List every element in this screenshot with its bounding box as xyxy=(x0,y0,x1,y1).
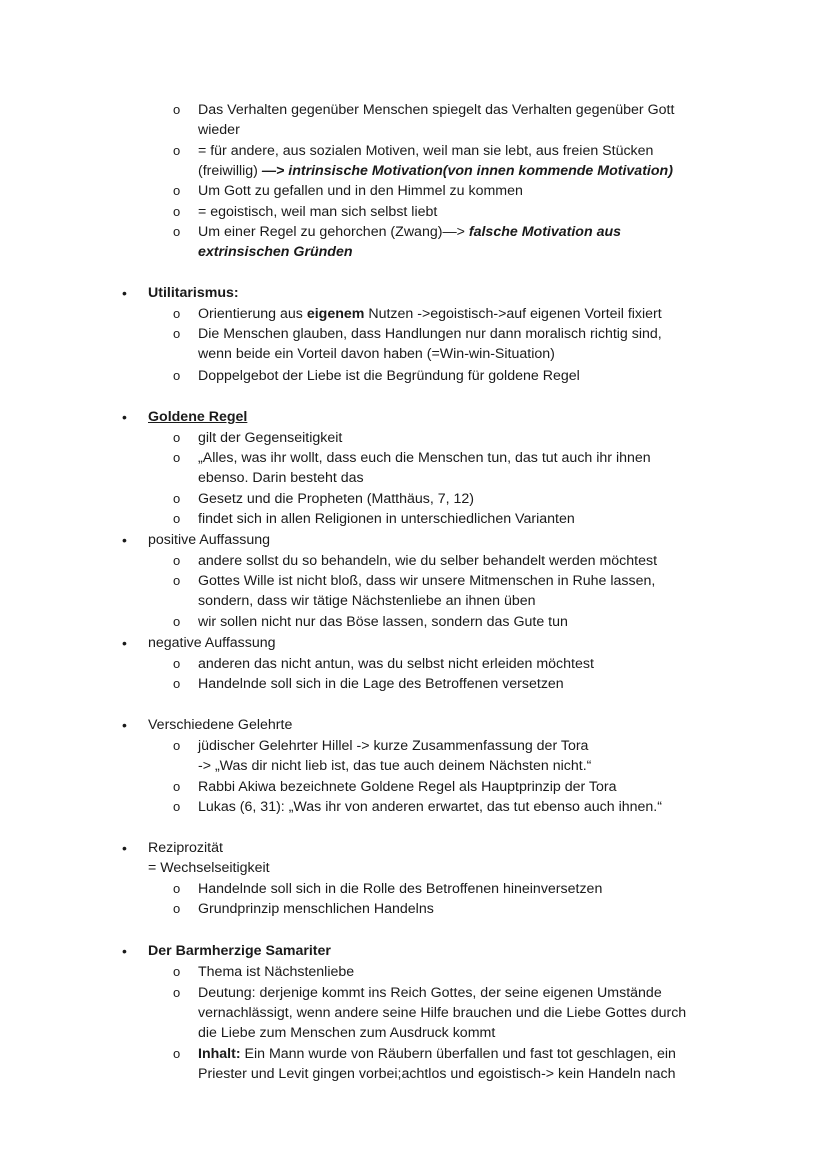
sub-bullet-marker: o xyxy=(173,573,181,588)
sub-bullet-marker: o xyxy=(173,656,181,671)
text-line: Priester und Levit gingen vorbei;achtlos und egoistisch-> kein Handeln nach xyxy=(198,1066,676,1082)
text-line: andere sollst du so behandeln, wie du selber behandelt werden möchtest xyxy=(198,553,658,569)
bold-text: Inhalt: xyxy=(198,1046,241,1062)
text-line: Thema ist Nächstenliebe xyxy=(198,964,355,980)
section-heading: Verschiedene Gelehrte xyxy=(148,717,293,733)
text-line: Handelnde soll sich in die Rolle des Betroffenen hineinversetzen xyxy=(198,881,603,897)
bullet-marker: • xyxy=(122,635,127,651)
section-heading: positive Auffassung xyxy=(148,532,270,548)
bullet-marker: • xyxy=(122,943,127,959)
text-line: ebenso. Darin besteht das xyxy=(198,470,364,486)
text-span: Um einer Regel zu gehorchen (Zwang)—> xyxy=(198,224,469,240)
text-line: jüdischer Gelehrter Hillel -> kurze Zusammenfassung der Tora xyxy=(198,738,589,754)
text-line: Lukas (6, 31): „Was ihr von anderen erwartet, das tut ebenso auch ihnen.“ xyxy=(198,799,662,815)
emphasis-text: —> intrinsische Motivation(von innen kommende Motivation) xyxy=(261,163,673,179)
bullet-marker: • xyxy=(122,532,127,548)
text-line: Handelnde soll sich in die Lage des Betroffenen versetzen xyxy=(198,676,564,692)
bullet-marker: • xyxy=(122,717,127,733)
sub-bullet-marker: o xyxy=(173,450,181,465)
sub-bullet-marker: o xyxy=(173,881,181,896)
text-line: Doppelgebot der Liebe ist die Begründung für goldene Regel xyxy=(198,368,580,384)
text-line: -> „Was dir nicht lieb ist, das tue auch deinem Nächsten nicht.“ xyxy=(198,758,592,774)
text-line: Gottes Wille ist nicht bloß, dass wir unsere Mitmenschen in Ruhe lassen, xyxy=(198,573,656,589)
text-line: „Alles, was ihr wollt, dass euch die Menschen tun, das tut auch ihr ihnen xyxy=(198,450,651,466)
sub-bullet-marker: o xyxy=(173,614,181,629)
section-heading: Utilitarismus: xyxy=(148,285,239,301)
text-line: Rabbi Akiwa bezeichnete Goldene Regel als Hauptprinzip der Tora xyxy=(198,779,617,795)
text-line: vernachlässigt, wenn andere seine Hilfe brauchen und die Liebe Gottes durch xyxy=(198,1005,687,1021)
text-span: Orientierung aus xyxy=(198,306,307,322)
text-line xyxy=(198,222,621,242)
bullet-marker: • xyxy=(122,409,127,425)
text-line: Deutung: derjenige kommt ins Reich Gottes, der seine eigenen Umstände xyxy=(198,985,662,1001)
text-line: Die Menschen glauben, dass Handlungen nur dann moralisch richtig sind, xyxy=(198,326,662,342)
text-line: anderen das nicht antun, was du selbst nicht erleiden möchtest xyxy=(198,656,594,672)
sub-bullet-marker: o xyxy=(173,553,181,568)
bullet-marker: • xyxy=(122,285,127,301)
sub-bullet-marker: o xyxy=(173,738,181,753)
sub-bullet-marker: o xyxy=(173,204,181,219)
text-span: Ein Mann wurde von Räubern überfallen und fast tot geschlagen, ein xyxy=(240,1046,676,1062)
text-line: die Liebe zum Menschen zum Ausdruck kommt xyxy=(198,1025,496,1041)
text-line: Gesetz und die Propheten (Matthäus, 7, 12) xyxy=(198,491,475,507)
sub-bullet-marker: o xyxy=(173,102,181,117)
sub-bullet-marker: o xyxy=(173,901,181,916)
sub-bullet-marker: o xyxy=(173,368,181,383)
emphasis-text: extrinsischen Gründen xyxy=(198,244,353,260)
text-line: = für andere, aus sozialen Motiven, weil man sie lebt, aus freien Stücken xyxy=(198,143,654,159)
text-line xyxy=(198,1044,676,1064)
text-line: sondern, dass wir tätige Nächstenliebe an ihnen üben xyxy=(198,593,536,609)
sub-bullet-marker: o xyxy=(173,985,181,1000)
sub-bullet-marker: o xyxy=(173,143,181,158)
section-heading: Der Barmherzige Samariter xyxy=(148,943,331,959)
text-line xyxy=(198,304,662,324)
sub-bullet-marker: o xyxy=(173,779,181,794)
sub-bullet-marker: o xyxy=(173,491,181,506)
text-line: findet sich in allen Religionen in unterschiedlichen Varianten xyxy=(198,511,575,527)
sub-bullet-marker: o xyxy=(173,676,181,691)
sub-bullet-marker: o xyxy=(173,430,181,445)
text-line: wieder xyxy=(198,122,240,138)
bold-text: eigenem xyxy=(306,306,365,322)
text-line: Das Verhalten gegenüber Menschen spiegelt das Verhalten gegenüber Gott xyxy=(198,102,675,118)
section-heading: Reziprozität xyxy=(148,840,223,856)
sub-bullet-marker: o xyxy=(173,511,181,526)
text-line: Grundprinzip menschlichen Handelns xyxy=(198,901,434,917)
text-span: Nutzen ->egoistisch->auf eigenen Vorteil fixiert xyxy=(364,306,662,322)
text-line: gilt der Gegenseitigkeit xyxy=(198,430,343,446)
section-heading: Goldene Regel xyxy=(148,409,248,425)
text-line: wir sollen nicht nur das Böse lassen, sondern das Gute tun xyxy=(198,614,568,630)
text-line: = Wechselseitigkeit xyxy=(148,860,270,876)
bullet-marker: • xyxy=(122,840,127,856)
text-line: Um Gott zu gefallen und in den Himmel zu kommen xyxy=(198,183,523,199)
sub-bullet-marker: o xyxy=(173,326,181,341)
section-heading: negative Auffassung xyxy=(148,635,276,651)
sub-bullet-marker: o xyxy=(173,1046,181,1061)
text-line: wenn beide ein Vorteil davon haben (=Win-win-Situation) xyxy=(198,346,555,362)
emphasis-text: falsche Motivation aus xyxy=(468,224,622,240)
text-span: (freiwillig) xyxy=(198,163,262,179)
sub-bullet-marker: o xyxy=(173,224,181,239)
sub-bullet-marker: o xyxy=(173,964,181,979)
text-line: = egoistisch, weil man sich selbst liebt xyxy=(198,204,438,220)
sub-bullet-marker: o xyxy=(173,183,181,198)
sub-bullet-marker: o xyxy=(173,799,181,814)
sub-bullet-marker: o xyxy=(173,306,181,321)
text-line xyxy=(198,161,673,181)
